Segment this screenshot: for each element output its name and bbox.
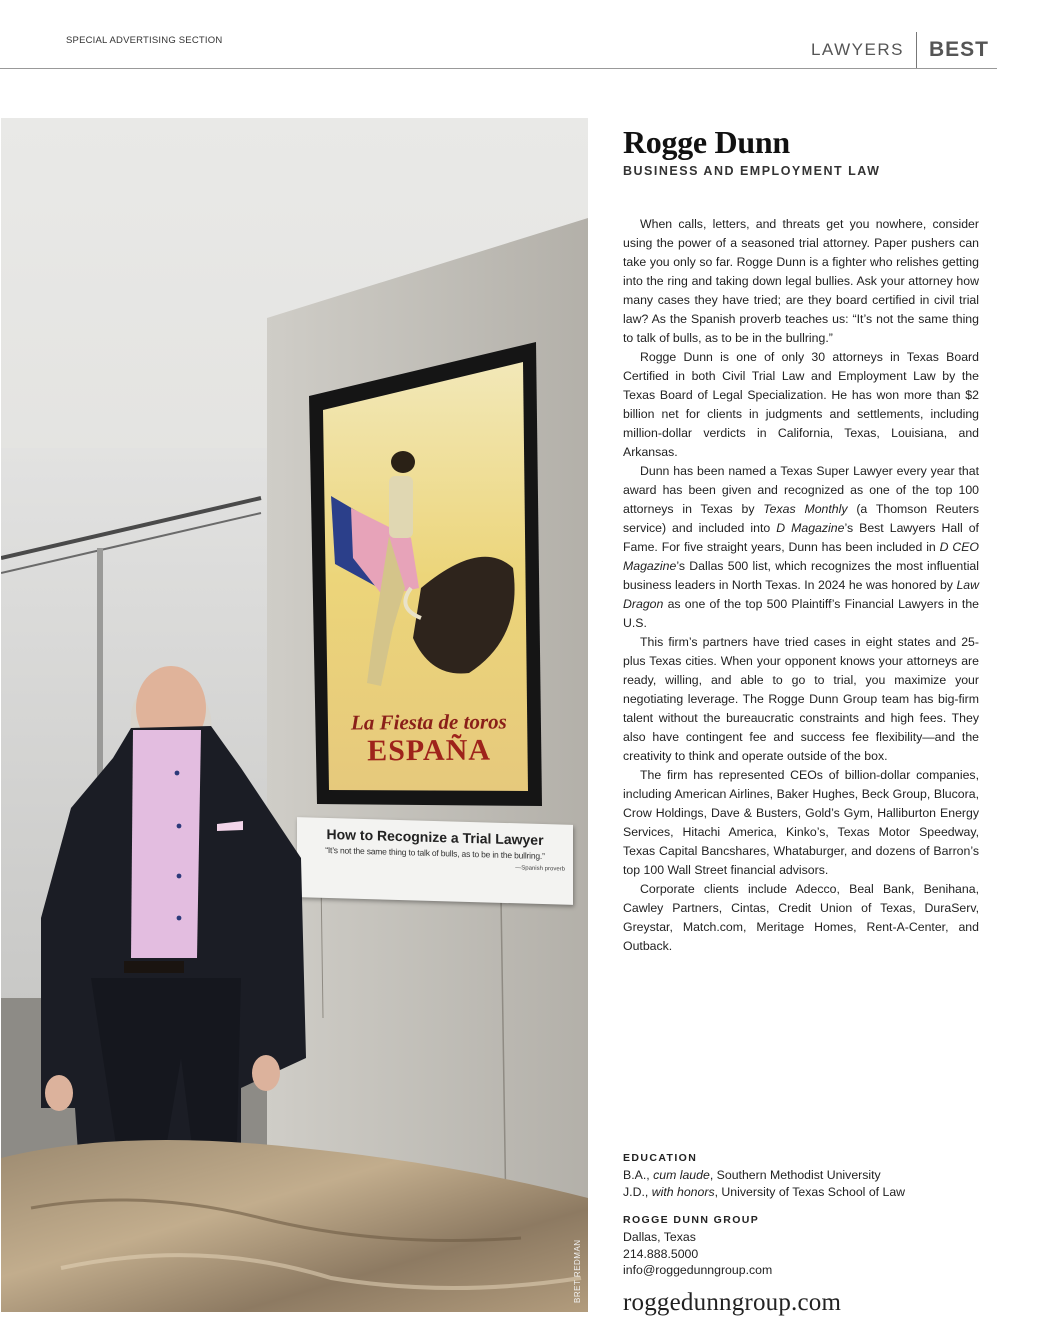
- education-jd: [623, 1184, 983, 1200]
- sign-title: How to Recognize a Trial Lawyer: [326, 825, 544, 849]
- header-best: BEST: [928, 38, 989, 61]
- publication-texas-monthly: Texas Monthly: [763, 502, 848, 516]
- text-run: ’s Dallas 500 list, which recognizes the most influential business leaders in North Texas. In 2024 he was honored by: [623, 559, 979, 592]
- portrait-photo: [1, 118, 588, 1312]
- education-heading: EDUCATION: [623, 1152, 698, 1164]
- body-paragraph-6: Corporate clients include Adecco, Beal Bank, Benihana, Cawley Partners, Cintas, Credit Union of Texas, DuraServ, Greystar, Match.com, Meritage Homes, Rent-A-Center, and Outback.: [623, 882, 979, 953]
- text-run: B.A.,: [623, 1168, 654, 1183]
- sign-quote: “It’s not the same thing to talk of bulls, as to be in the bullring.”: [325, 844, 545, 862]
- header-lawyers: LAWYERS: [810, 40, 904, 59]
- text-run: (a Thomson Reuters service) and included into: [623, 502, 979, 535]
- firm-city: Dallas, Texas: [623, 1230, 696, 1245]
- practice-area: BUSINESS AND EMPLOYMENT LAW: [623, 164, 881, 178]
- body-paragraph-4: This firm’s partners have tried cases in eight states and 25-plus Texas cities. When your opponent knows your attorneys are ready, willing, and able to go to trial, you maximize your negotiating leverage. The Rogge Dunn Group team has big-firm talent without the bureaucratic constraints and high fees. They also have contingent fee and success fee flexibility—and the creativity to think and operate outside of the box.: [623, 635, 979, 763]
- publication-d-magazine: D Magazine: [776, 521, 845, 535]
- photo-credit: BRET REDMAN: [573, 1239, 582, 1303]
- publication-d-ceo: D CEO Magazine: [623, 540, 979, 573]
- body-paragraph-3: [623, 462, 979, 633]
- poster-line2: ESPAÑA: [367, 733, 492, 768]
- firm-block: [623, 1212, 983, 1278]
- honor-text: with honors: [651, 1184, 715, 1199]
- header-rule: [0, 68, 997, 69]
- header-section-label: SPECIAL ADVERTISING SECTION: [66, 35, 223, 46]
- education-ba: [623, 1167, 983, 1183]
- body-paragraph-2: Rogge Dunn is one of only 30 attorneys in Texas Board Certified in both Civil Trial Law and Employment Law by the Texas Board of Legal Specialization. He has won more than $2 billion net for clients in judgments and settlements, including million-dollar verdicts in California, Texas, Louisiana, and Arkansas.: [623, 350, 979, 459]
- body-paragraph-5: The firm has represented CEOs of billion-dollar companies, including American Airlines, Baker Hughes, Beck Group, Blucora, Crow Holdings, Dave & Busters, Gold’s Gym, Halliburton Energy Services, Hitachi America, Kinko’s, Texas Motor Speedway, Texas Capital Bancshares, Whataburger, and dozens of Barron’s top 100 Wall Street financial advisors.: [623, 768, 979, 877]
- header-brand: [811, 32, 989, 68]
- text-run: J.D.,: [623, 1184, 652, 1199]
- education-block: [623, 1150, 983, 1200]
- publication-law-dragon: Law Dragon: [623, 578, 979, 611]
- body-paragraph-1: When calls, letters, and threats get you nowhere, consider using the power of a seasoned trial attorney. Paper pushers can take you only so far. Rogge Dunn is a fighter who relishes getting into the ring and taking down legal bullies. Ask your attorney how many cases they have tried; are they board certified in civil trial law? As the Spanish proverb teaches us: “It’s not the same thing to talk of bulls, as to be in the bullring.”: [623, 217, 979, 345]
- website-link[interactable]: roggedunngroup.com: [623, 1289, 842, 1316]
- text-run: , University of Texas School of Law: [714, 1184, 906, 1199]
- text-run: as one of the top 500 Plaintiff’s Financial Lawyers in the U.S.: [623, 597, 979, 630]
- honor-text: cum laude: [653, 1168, 710, 1183]
- body-text: [623, 215, 979, 956]
- sign-attribution: —Spanish proverb: [515, 865, 565, 873]
- poster-line1: La Fiesta de toros: [350, 709, 507, 735]
- text-run: ’s Best Lawyers Hall of Fame. For five straight years, Dunn has been included in: [623, 521, 979, 554]
- firm-phone[interactable]: 214.888.5000: [623, 1246, 699, 1261]
- firm-heading: ROGGE DUNN GROUP: [623, 1214, 760, 1226]
- text-run: Dunn has been named a Texas Super Lawyer every year that award has been given and recognized as one of the top 100 attorneys in Texas by: [623, 464, 979, 516]
- lawyer-name: Rogge Dunn: [623, 124, 790, 160]
- firm-email[interactable]: info@roggedunngroup.com: [623, 1262, 773, 1277]
- text-run: , Southern Methodist University: [709, 1168, 881, 1183]
